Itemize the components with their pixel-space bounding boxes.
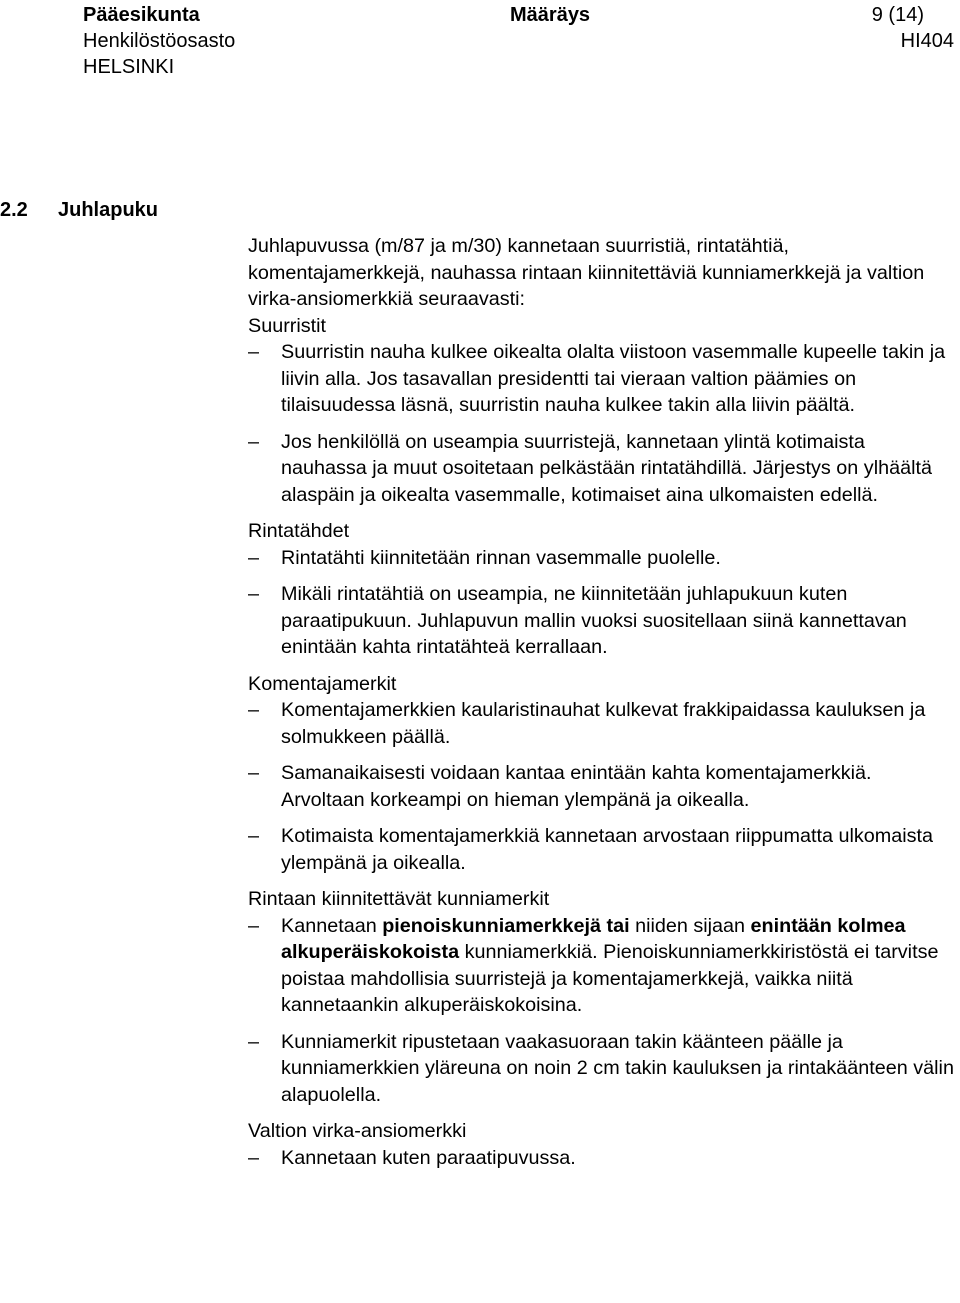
subheading-suurristit: Suurristit <box>248 314 327 337</box>
subheading-virka-ansiomerkki: Valtion virka-ansiomerkki <box>248 1120 467 1142</box>
section-title: Juhlapuku <box>58 199 159 221</box>
intro-paragraph: Juhlapuvussa (m/87 ja m/30) kannetaan suurristiä, rintatähtiä, komentajamerkkejä, nauhassa rintaan kiinnitettäviä kunniamerkkejä ja valtion virka-ansiomerkkiä seuraavasti: <box>248 235 925 310</box>
list-item: – Kannetaan kuten paraatipuvussa. <box>248 1145 954 1172</box>
list-item: – Samanaikaisesti voidaan kantaa enintään kahta komentajamerkkiä. Arvoltaan korkeampi on hieman ylempänä ja oikealla. <box>248 760 954 813</box>
emphasis-text: pienoiskunniamerkkejä tai <box>382 914 630 937</box>
section-body <box>248 233 954 1181</box>
list-item: – Kannetaan pienoiskunniamerkkejä tai niiden sijaan enintään kolmea alkuperäiskokoista kunniamerkkiä. Pienoiskunniamerkkiristöstä ei tarvitse poistaa mahdollisia suurristejä ja komentajamerkkejä, vaikka niitä kannetaankin alkuperäiskokoisina. <box>248 913 954 1019</box>
list-item: – Rintatähti kiinnitetään rinnan vasemmalle puolelle. <box>248 545 954 572</box>
list-item: – Mikäli rintatähtiä on useampia, ne kiinnitetään juhlapukuun kuten paraatipukuun. Juhlapuvun mallin vuoksi suositellaan siinä kannettavan enintään kahta rintatähteä kerrallaan. <box>248 581 954 661</box>
section-number: 2.2 <box>0 199 28 221</box>
list-kunniamerkit <box>248 913 954 1109</box>
org-name: Pääesikunta <box>83 4 200 26</box>
document-code: HI404 <box>900 30 954 52</box>
subheading-komentajamerkit: Komentajamerkit <box>248 672 397 695</box>
list-item: – Kunniamerkit ripustetaan vaakasuoraan takin käänteen päälle ja kunniamerkkien yläreuna on noin 2 cm takin kauluksen ja rintakäänteen välin alapuolella. <box>248 1029 954 1109</box>
emphasis-text: enintään kolmea alkuperäiskokoista <box>281 914 906 963</box>
section-heading <box>0 196 158 224</box>
list-item: – Komentajamerkkien kaularistinauhat kulkevat frakkipaidassa kauluksen ja solmukkeen päällä. <box>248 697 954 750</box>
page-number: 9 (14) <box>871 4 924 26</box>
subheading-rintatahdet: Rintatähdet <box>248 520 350 542</box>
list-item: – Jos henkilöllä on useampia suurristejä, kannetaan ylintä kotimaista nauhassa ja muut osoitetaan pelkästään rintatähdillä. Järjestys on ylhäältä alaspäin ja oikealta vasemmalle, kotimaiset aina ulkomaisten edellä. <box>248 429 954 509</box>
subheading-kunniamerkit: Rintaan kiinnitettävät kunniamerkit <box>248 888 550 910</box>
list-rintatahdet <box>248 545 954 661</box>
list-item: – Suurristin nauha kulkee oikealta olalta viistoon vasemmalle kupeelle takin ja liivin alla. Jos tasavallan presidentti tai vieraan valtion päämies on tilaisuudessa läsnä, suurristin nauha kulkee takin alla liivin päältä. <box>248 339 954 419</box>
list-item: – Kotimaista komentajamerkkiä kannetaan arvostaan riippumatta ulkomaista ylempänä ja oikealla. <box>248 823 954 876</box>
department: Henkilöstöosasto <box>83 30 236 52</box>
list-suurristit <box>248 339 954 508</box>
list-virka-ansiomerkki <box>248 1145 954 1172</box>
document-type: Määräys <box>510 4 591 26</box>
list-komentajamerkit <box>248 697 954 876</box>
city: HELSINKI <box>83 56 175 78</box>
